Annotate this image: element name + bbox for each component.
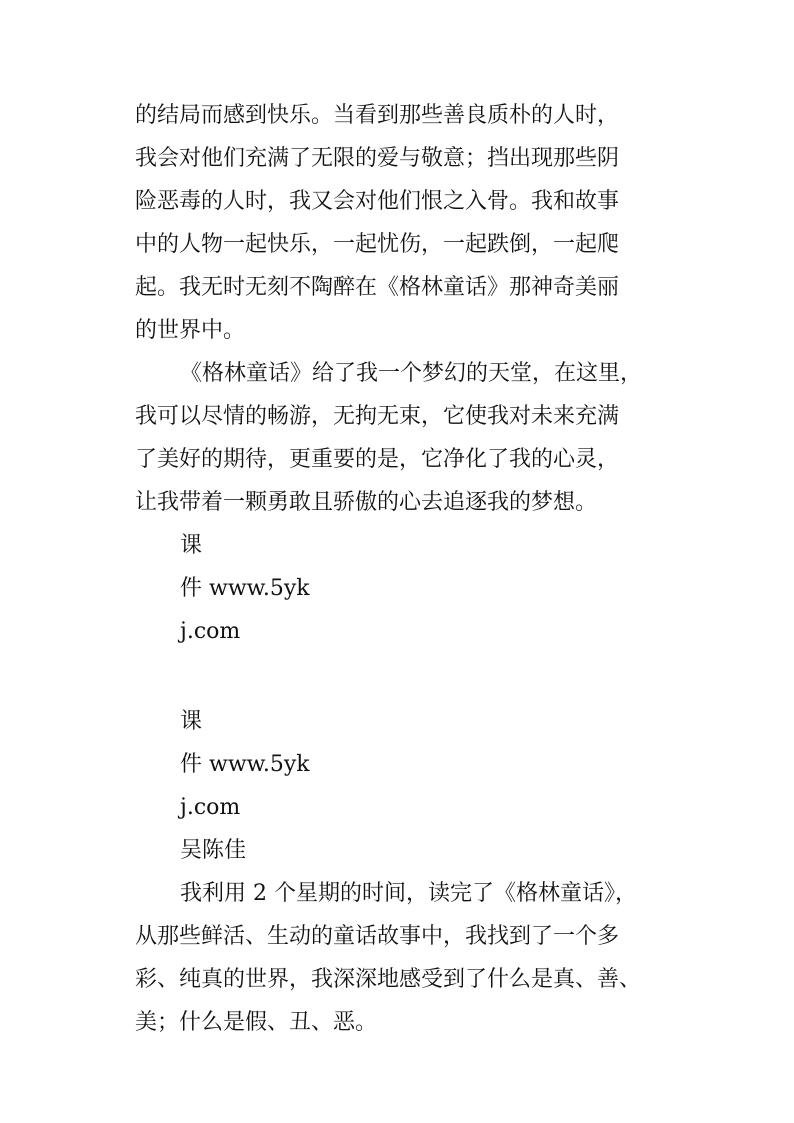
paragraph-line: 起。我无时无刻不陶醉在《格林童话》那神奇美丽 (135, 275, 620, 300)
paragraph-line: 彩、纯真的世界，我深深地感受到了什么是真、善、 (135, 967, 642, 992)
paragraph-line: 从那些鲜活、生动的童话故事中，我找到了一个多 (135, 924, 620, 949)
paragraph-line: 我利用 2 个星期的时间，读完了《格林童话》， (180, 881, 637, 906)
paragraph-line: 我会对他们充满了无限的爱与敬意；挡出现那些阴 (135, 146, 620, 171)
paragraph-line: 险恶毒的人时，我又会对他们恨之入骨。我和故事 (135, 189, 620, 214)
paragraph-line: 了美好的期待，更重要的是，它净化了我的心灵， (135, 447, 620, 472)
watermark-line: j.com (180, 619, 241, 644)
paragraph-line: 《格林童话》给了我一个梦幻的天堂，在这里， (180, 361, 643, 386)
paragraph-line: 的世界中。 (135, 318, 246, 343)
paragraph-line: 美；什么是假、丑、恶。 (135, 1010, 378, 1035)
watermark-line: 课 (180, 709, 203, 734)
watermark-line: 课 (180, 533, 203, 558)
watermark-line: j.com (180, 795, 241, 820)
paragraph-line: 中的人物一起快乐，一起忧伤，一起跌倒，一起爬 (135, 232, 620, 257)
paragraph-line: 让我带着一颗勇敢且骄傲的心去追逐我的梦想。 (135, 490, 598, 515)
author-name: 吴陈佳 (180, 838, 247, 863)
paragraph-line: 我可以尽情的畅游，无拘无束，它使我对未来充满 (135, 404, 620, 429)
watermark-line: 件 www.5yk (180, 576, 310, 601)
watermark-line: 件 www.5yk (180, 752, 310, 777)
paragraph-line: 的结局而感到快乐。当看到那些善良质朴的人时， (135, 103, 620, 128)
